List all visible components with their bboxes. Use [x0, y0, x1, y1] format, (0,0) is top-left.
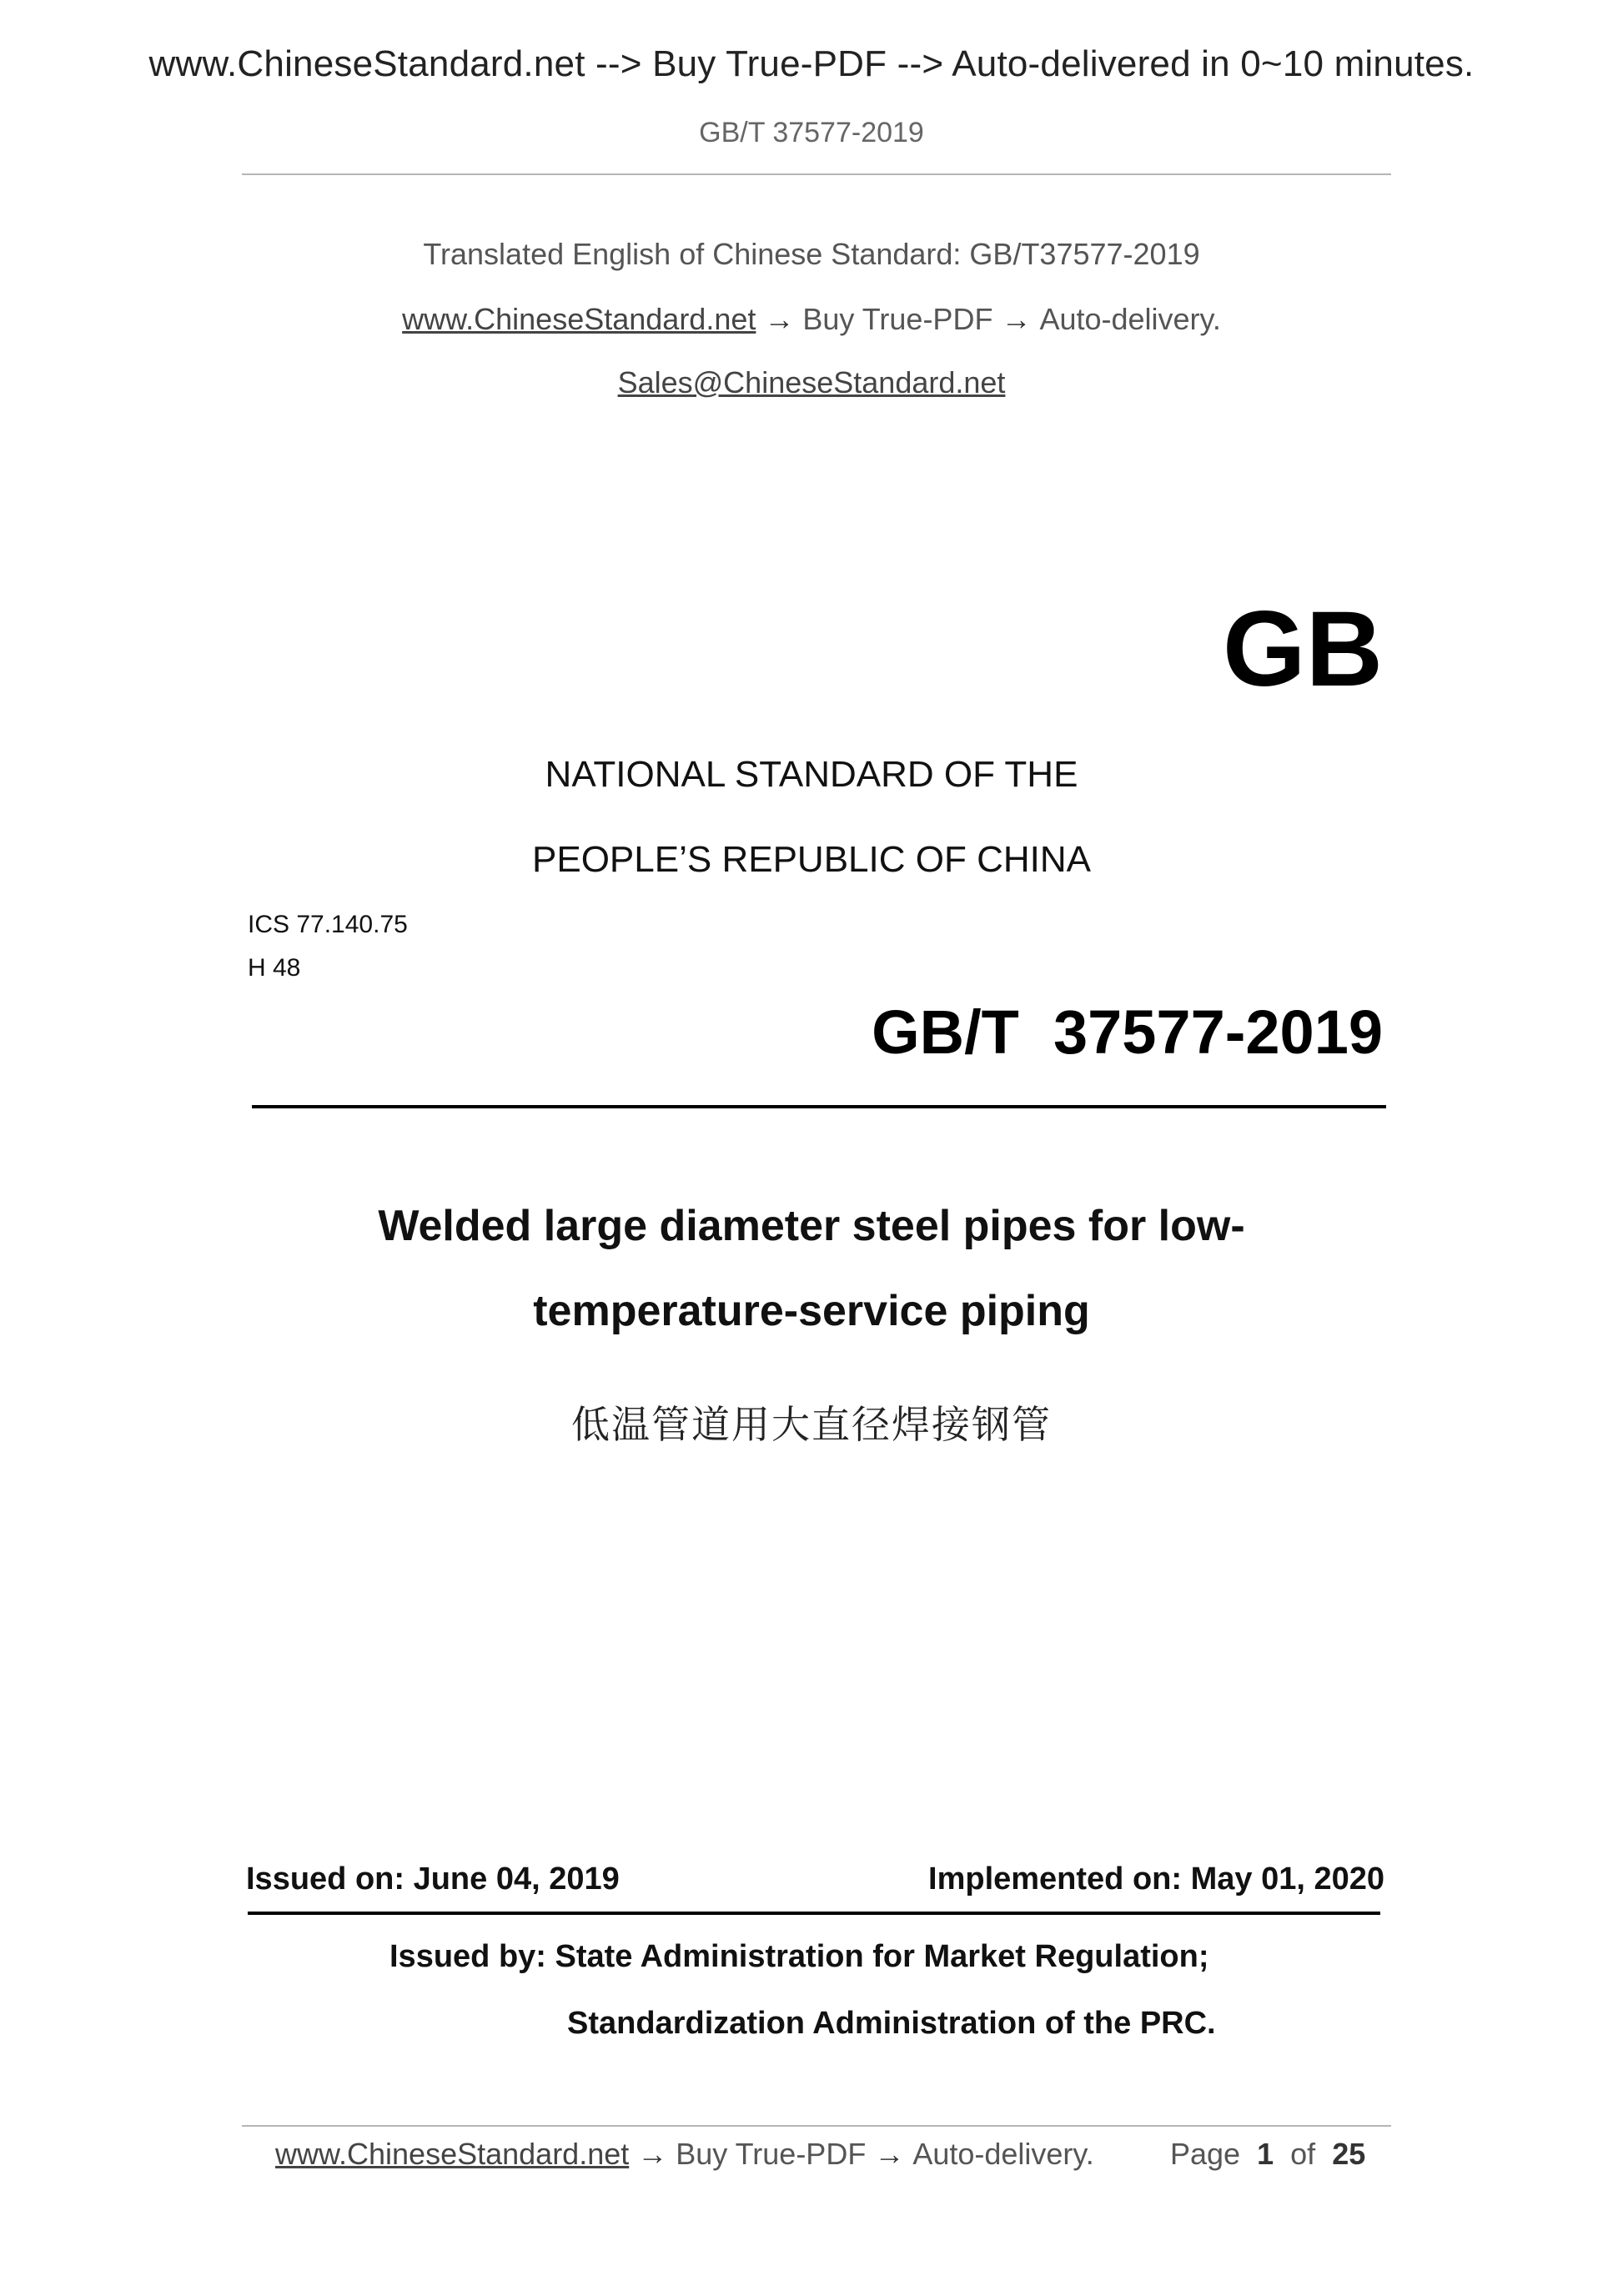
footer-buy-text: Buy True-PDF: [676, 2137, 867, 2171]
page-of: of: [1290, 2137, 1316, 2171]
implemented-on: Implemented on: May 01, 2020: [928, 1861, 1384, 1897]
arrow-right-icon: →: [764, 302, 795, 336]
national-standard-line-1: NATIONAL STANDARD OF THE: [545, 754, 1078, 795]
page-indicator: [1170, 2137, 1365, 2172]
footer-links: [275, 2137, 1094, 2172]
category-code: H 48: [248, 954, 301, 982]
arrow-right-icon: →: [637, 2137, 668, 2171]
dates-divider: [248, 1912, 1380, 1915]
translated-line: Translated English of Chinese Standard: GB/T37577-2019: [423, 237, 1200, 271]
gb-mark: GB: [1223, 590, 1383, 709]
email-line: [0, 365, 1623, 400]
page-current: 1: [1257, 2137, 1274, 2171]
auto-delivery-text: Auto-delivery.: [1039, 302, 1221, 336]
issued-on: Issued on: June 04, 2019: [246, 1861, 620, 1897]
issued-by-line-1: Issued by: State Administration for Market Regulation;: [389, 1939, 1209, 1974]
title-line-1: Welded large diameter steel pipes for low-: [378, 1202, 1245, 1250]
page-label: Page: [1170, 2137, 1241, 2171]
top-banner: www.ChineseStandard.net --> Buy True-PDF --> Auto-delivered in 0~10 minutes.: [148, 43, 1475, 84]
title-line-2: temperature-service piping: [533, 1287, 1090, 1335]
site-links-line: [0, 302, 1623, 337]
page-total: 25: [1332, 2137, 1366, 2171]
email-link[interactable]: Sales@ChineseStandard.net: [617, 365, 1006, 399]
header-standard-code: GB/T 37577-2019: [699, 117, 924, 148]
site-link[interactable]: www.ChineseStandard.net: [402, 302, 756, 336]
standard-number: GB/T 37577-2019: [872, 997, 1383, 1067]
chinese-title: 低温管道用大直径焊接钢管: [571, 1402, 1052, 1447]
ics-code: ICS 77.140.75: [248, 911, 408, 938]
arrow-right-icon: →: [874, 2137, 905, 2171]
footer-site-link[interactable]: www.ChineseStandard.net: [275, 2137, 630, 2171]
arrow-right-icon: →: [1001, 302, 1032, 336]
national-standard-line-2: PEOPLE’S REPUBLIC OF CHINA: [532, 839, 1091, 880]
header-divider: [242, 173, 1391, 175]
footer-auto-delivery-text: Auto-delivery.: [912, 2137, 1094, 2171]
standard-number-divider: [252, 1105, 1386, 1108]
buy-text: Buy True-PDF: [802, 302, 993, 336]
issued-by-line-2: Standardization Administration of the PRC.: [567, 2006, 1216, 2041]
footer-divider: [242, 2125, 1391, 2127]
